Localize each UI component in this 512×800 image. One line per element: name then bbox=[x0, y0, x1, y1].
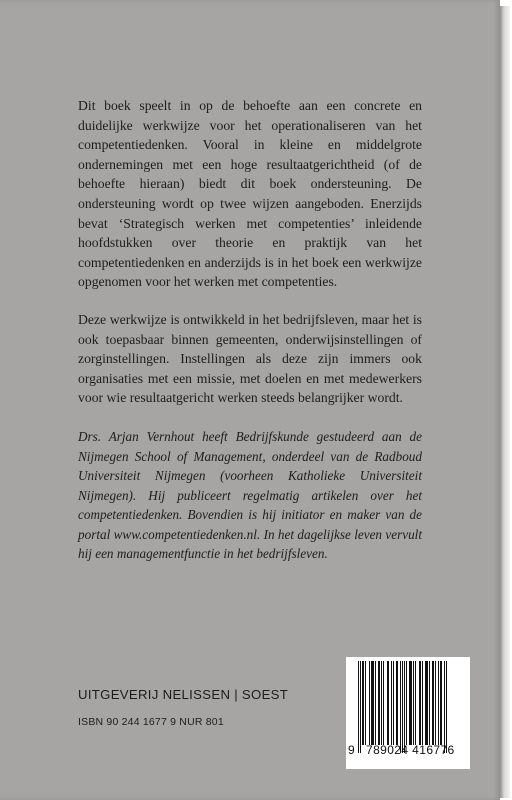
barcode-bar bbox=[438, 661, 439, 745]
barcode-bar bbox=[422, 661, 423, 745]
barcode-digits: 789024 416776 bbox=[366, 743, 455, 757]
page-edge bbox=[500, 6, 510, 798]
barcode-bar bbox=[378, 661, 380, 745]
barcode-bar bbox=[446, 661, 447, 753]
barcode-bar bbox=[381, 661, 382, 745]
barcode-bar bbox=[383, 661, 384, 745]
barcode-bar bbox=[404, 661, 405, 753]
barcode-bar bbox=[435, 661, 436, 745]
barcode-bar bbox=[365, 661, 366, 745]
barcode-bar bbox=[391, 661, 392, 745]
barcode-first-digit: 9 bbox=[348, 743, 355, 757]
barcode-bar bbox=[415, 661, 416, 745]
barcode-bar bbox=[400, 661, 401, 753]
blurb-paragraph-1: Dit boek speelt in op de behoefte aan een concrete en duidelijke werkwijze voor het operationaliseren van het competentiedenken. Vooral in kleine en middelgrote ondernemingen met een hoge resultaatgerichtheid (of de behoefte hieraan) biedt dit boek ondersteuning. De ondersteuning wordt op twee wijzen aangeboden. Enerzijds bevat ‘Strategisch werken met competenties’ inleidende hoofdstukken over theorie en praktijk van het competentiedenken en anderzijds is in het boek een werkwijze opgenomen voor het werken met competenties. bbox=[78, 98, 422, 290]
isbn-barcode bbox=[346, 657, 470, 769]
barcode-bar bbox=[360, 661, 361, 753]
barcode-bar bbox=[444, 661, 445, 753]
barcode-bars bbox=[358, 661, 462, 745]
blurb-text-block bbox=[78, 96, 422, 564]
barcode-bar bbox=[409, 661, 411, 745]
barcode-bar bbox=[419, 661, 421, 745]
barcode-bar bbox=[369, 661, 370, 745]
barcode-bar bbox=[429, 661, 430, 745]
author-bio: Drs. Arjan Vernhout heeft Bedrijfskunde gestudeerd aan de Nijmegen School of Management, onderdeel van de Radboud Universiteit Nijmegen (voorheen Katholieke Universiteit Nijmegen). Hij publiceert regelmatig artikelen over het competentiedenken. Bovendien is hij initiator en maker van de portal www.competentiedenken.nl. In het dagelijkse leven vervult hij een managementfunctie in het bedrijfsleven. bbox=[78, 428, 422, 562]
barcode-bar bbox=[375, 661, 376, 745]
barcode-bar bbox=[387, 661, 389, 745]
barcode-bar bbox=[393, 661, 394, 745]
barcode-bar bbox=[358, 661, 359, 753]
barcode-bar bbox=[402, 661, 403, 753]
barcode-bar bbox=[396, 661, 398, 745]
publisher-name: UITGEVERIJ NELISSEN | SOEST bbox=[78, 687, 289, 702]
barcode-bar bbox=[425, 661, 428, 745]
blurb-paragraph-2: Deze werkwijze is ontwikkeld in het bedrijfsleven, maar het is ook toepasbaar binnen gemeenten, onderwijsinstellingen of zorginstellingen. Instellingen als deze zijn immers ook organisaties met een missie, met doelen en met medewerkers voor wie resultaatgericht werken steeds belangrijker wordt. bbox=[78, 311, 422, 406]
barcode-bar bbox=[413, 661, 414, 745]
isbn-nur-line: ISBN 90 244 1677 9 NUR 801 bbox=[78, 716, 224, 728]
barcode-bar bbox=[362, 661, 364, 745]
barcode-bar bbox=[440, 661, 442, 745]
barcode-bar bbox=[406, 661, 407, 745]
barcode-bar bbox=[432, 661, 434, 745]
barcode-bar bbox=[371, 661, 374, 745]
